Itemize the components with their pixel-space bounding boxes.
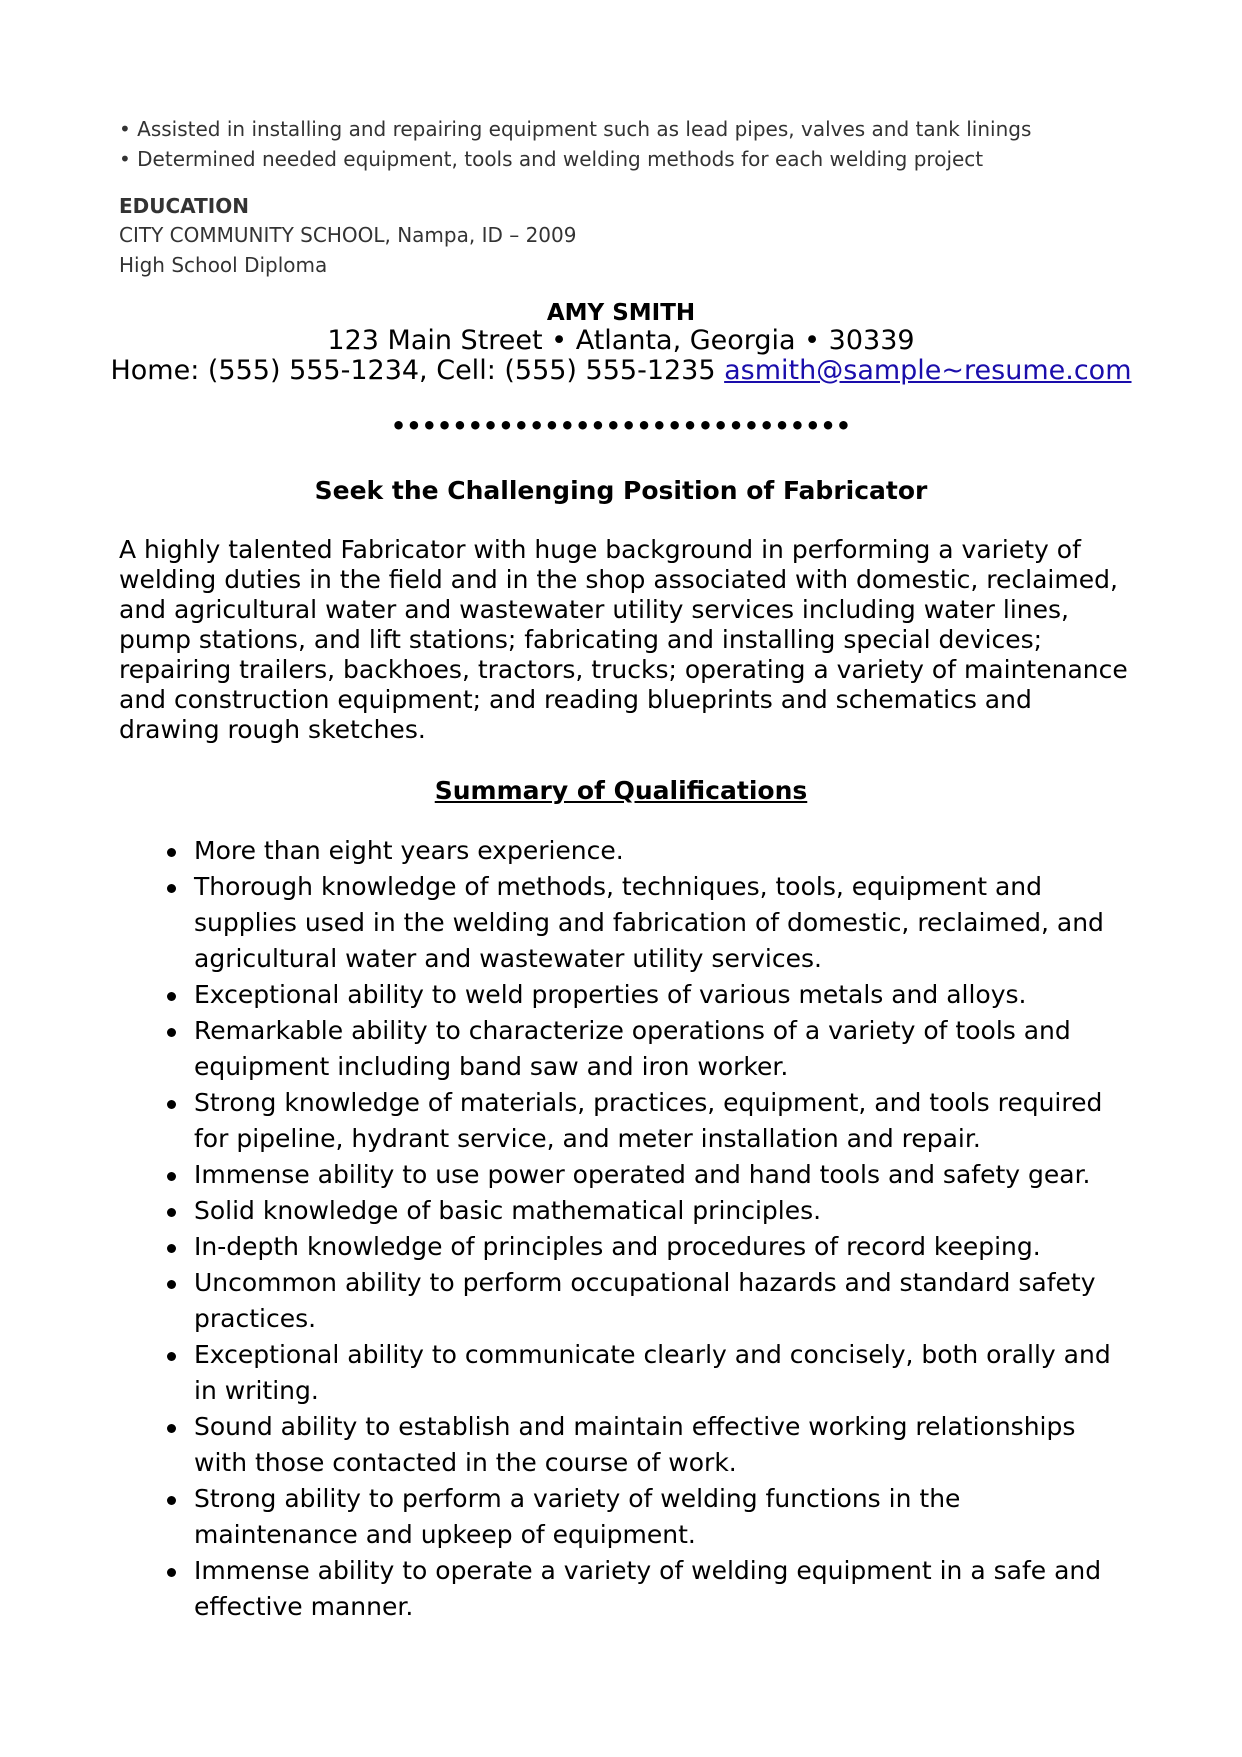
bullet-icon <box>167 1568 176 1577</box>
education-school: CITY COMMUNITY SCHOOL, Nampa, ID – 2009 <box>119 223 577 247</box>
qualification-text: Sound ability to establish and maintain effective working relationships with those contacted in the course of work. <box>194 1412 1076 1477</box>
bullet-icon <box>167 1244 176 1253</box>
bullet-icon <box>167 1352 176 1361</box>
profile-paragraph: A highly talented Fabricator with huge background in performing a variety of welding duties in the field and in the shop associated with domestic, reclaimed, and agricultural water and wastewater utility services including water lines, pump stations, and lift stations; fabricating and installing special devices; repairing trailers, backhoes, tractors, trucks; operating a variety of maintenance and construction equipment; and reading blueprints and schematics and drawing rough sketches. <box>119 535 1128 744</box>
qualification-item <box>163 1265 1123 1337</box>
bullet-icon <box>167 1424 176 1433</box>
qualification-text: Immense ability to use power operated and hand tools and safety gear. <box>194 1160 1091 1189</box>
qualification-text: Uncommon ability to perform occupational hazards and standard safety practices. <box>194 1268 1096 1333</box>
objective-title: Seek the Challenging Position of Fabricator <box>314 476 928 505</box>
section-divider: •••••••••••••••••••••••••••••• <box>390 412 852 440</box>
bullet-icon <box>167 1100 176 1109</box>
candidate-phones: Home: (555) 555-1234, Cell: (555) 555-1235 <box>110 355 725 386</box>
summary-title-text: Summary of Qualifications <box>434 776 808 805</box>
bullet-icon <box>167 884 176 893</box>
bullet-icon <box>167 1172 176 1181</box>
qualification-item <box>163 1085 1123 1157</box>
qualification-item <box>163 1337 1123 1409</box>
qualification-text: Exceptional ability to weld properties of various metals and alloys. <box>194 980 1027 1009</box>
qualification-text: Strong knowledge of materials, practices, equipment, and tools required for pipeline, hydrant service, and meter installation and repair. <box>194 1088 1103 1153</box>
bullet-icon <box>167 1208 176 1217</box>
bullet-icon <box>167 1028 176 1037</box>
qualification-item <box>163 1553 1123 1625</box>
qualification-text: Exceptional ability to communicate clearly and concisely, both orally and in writing. <box>194 1340 1111 1405</box>
qualification-item <box>163 1409 1123 1481</box>
qualification-text: Immense ability to operate a variety of welding equipment in a safe and effective manner. <box>194 1556 1102 1621</box>
qualification-item <box>163 1157 1123 1193</box>
qualification-item <box>163 1013 1123 1085</box>
qualification-item <box>163 977 1123 1013</box>
previous-bullet: • Assisted in installing and repairing equipment such as lead pipes, valves and tank linings <box>119 117 1032 141</box>
qualification-text: Remarkable ability to characterize operations of a variety of tools and equipment including band saw and iron worker. <box>194 1016 1071 1081</box>
bullet-icon <box>167 992 176 1001</box>
education-heading: EDUCATION <box>119 194 249 218</box>
bullet-icon <box>167 1280 176 1289</box>
qualification-item <box>163 1193 1123 1229</box>
qualification-item <box>163 869 1123 977</box>
qualification-text: Solid knowledge of basic mathematical principles. <box>194 1196 822 1225</box>
qualification-text: In-depth knowledge of principles and procedures of record keeping. <box>194 1232 1041 1261</box>
bullet-icon <box>167 1496 176 1505</box>
education-diploma: High School Diploma <box>119 253 328 277</box>
email-link[interactable]: asmith@sample~resume.com <box>724 355 1132 386</box>
summary-title <box>0 775 1242 807</box>
candidate-name: AMY SMITH <box>546 300 696 326</box>
qualification-item <box>163 833 1123 869</box>
qualification-text: More than eight years experience. <box>194 836 624 865</box>
qualification-item <box>163 1229 1123 1265</box>
qualification-item <box>163 1481 1123 1553</box>
qualification-text: Thorough knowledge of methods, techniques, tools, equipment and supplies used in the welding and fabrication of domestic, reclaimed, and agricultural water and wastewater utility services. <box>194 872 1104 973</box>
qualification-text: Strong ability to perform a variety of welding functions in the maintenance and upkeep of equipment. <box>194 1484 961 1549</box>
bullet-icon <box>167 848 176 857</box>
candidate-address: 123 Main Street • Atlanta, Georgia • 30339 <box>327 325 915 356</box>
qualifications-list <box>163 833 1123 1625</box>
candidate-contact <box>0 355 1242 387</box>
previous-bullet: • Determined needed equipment, tools and welding methods for each welding project <box>119 147 984 171</box>
